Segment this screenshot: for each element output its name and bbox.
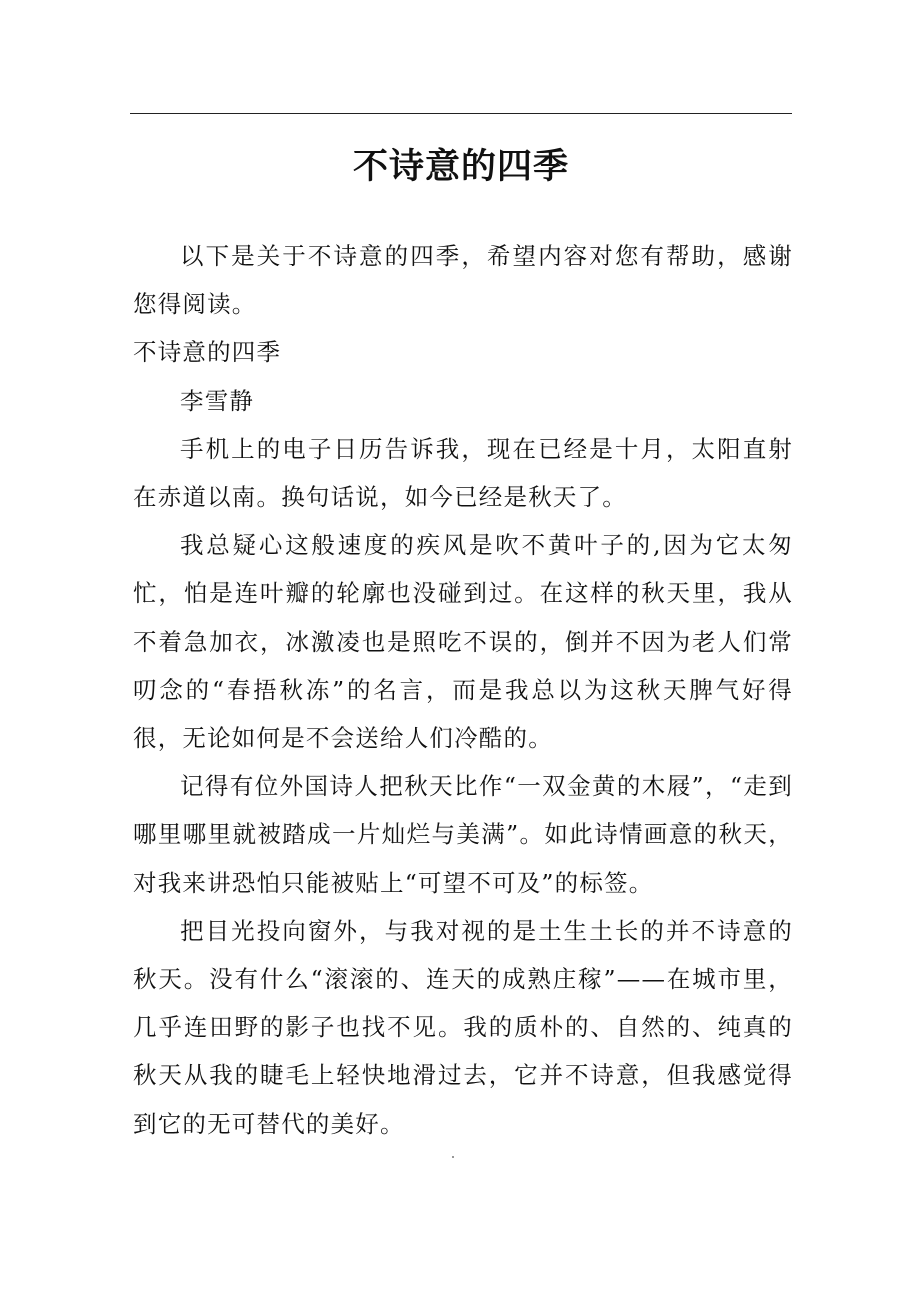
body-paragraph: 我总疑心这般速度的疾风是吹不黄叶子的,因为它太匆忙，怕是连叶瓣的轮廓也没碰到过。在这样的秋天里，我从不着急加衣，冰激凌也是照吃不误的，倒并不因为老人们常叨念的“春捂秋冻”的名言，而是我总以为这秋天脾气好得很，无论如何是不会送给人们冷酷的。	[133, 531, 793, 753]
document-body	[133, 232, 793, 1148]
body-paragraph: 记得有位外国诗人把秋天比作“一双金黄的木屐”，“走到哪里哪里就被踏成一片灿烂与美满”。如此诗情画意的秋天，对我来讲恐怕只能被贴上“可望不可及”的标签。	[133, 772, 793, 897]
intro-paragraph: 以下是关于不诗意的四季，希望内容对您有帮助，感谢您得阅读。	[133, 242, 793, 319]
author-name: 李雪静	[180, 386, 255, 415]
page-footer-dot	[452, 1156, 454, 1158]
header-rule	[130, 113, 792, 114]
body-paragraph: 把目光投向窗外，与我对视的是土生土长的并不诗意的秋天。没有什么“滚滚的、连天的成熟庄稼”——在城市里，几乎连田野的影子也找不见。我的质朴的、自然的、纯真的秋天从我的睫毛上轻快地滑过去，它并不诗意，但我感觉得到它的无可替代的美好。	[133, 916, 793, 1138]
article-heading: 不诗意的四季	[133, 338, 282, 367]
body-paragraph: 手机上的电子日历告诉我，现在已经是十月，太阳直射在赤道以南。换句话说，如今已经是秋天了。	[133, 434, 793, 512]
document-title: 不诗意的四季	[352, 147, 569, 187]
